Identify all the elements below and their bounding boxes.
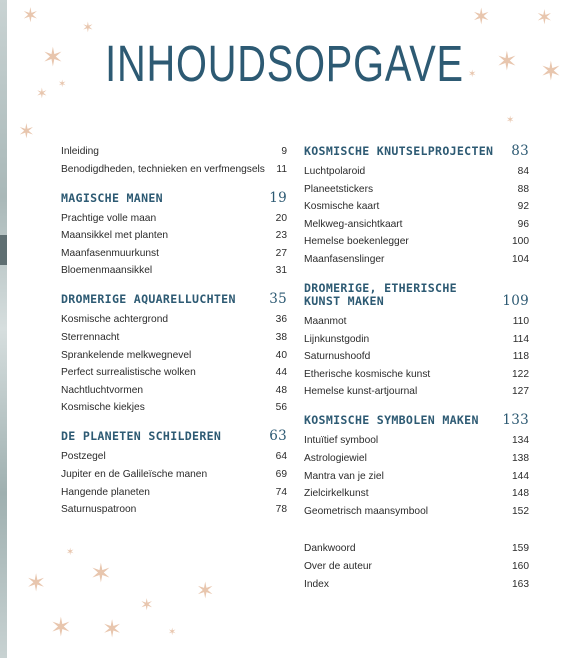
star-icon: ✶ — [36, 85, 48, 101]
toc-entry[interactable] — [304, 578, 529, 591]
entry-title: Zielcirkelkunst — [304, 488, 369, 500]
page-number: 152 — [512, 505, 529, 517]
entry-title: Melkweg-ansichtkaart — [304, 218, 403, 230]
entry-title: Over de auteur — [304, 560, 372, 572]
page-number: 88 — [517, 183, 529, 195]
toc-entry[interactable] — [304, 253, 529, 266]
toc-left-column — [61, 145, 287, 521]
page-edge-shadow — [0, 235, 7, 265]
entry-title: Nachtluchtvormen — [61, 384, 144, 396]
page-number: 31 — [275, 265, 287, 277]
entry-title: Postzegel — [61, 451, 106, 463]
star-icon: ✶ — [58, 79, 67, 90]
entry-title: Hemelse boekenlegger — [304, 236, 409, 248]
entry-title: Hangende planeten — [61, 486, 150, 498]
star-icon: ✶ — [82, 19, 94, 35]
page-number: 96 — [517, 218, 529, 230]
toc-entry[interactable] — [304, 487, 529, 500]
toc-entry[interactable] — [304, 434, 529, 447]
entry-title: Perfect surrealistische wolken — [61, 367, 196, 379]
section-title: MAGISCHE MANEN — [61, 190, 163, 205]
entry-title: Astrologiewiel — [304, 452, 367, 464]
toc-entry[interactable] — [61, 384, 287, 397]
toc-section-heading[interactable] — [61, 189, 287, 206]
entry-title: Kosmische kaart — [304, 201, 380, 213]
entry-title: Dankwoord — [304, 543, 356, 555]
page-number: 144 — [512, 470, 529, 482]
page-number: 163 — [512, 578, 529, 590]
page-number: 63 — [269, 428, 287, 445]
page-number: 64 — [275, 451, 287, 463]
toc-entry[interactable] — [61, 163, 287, 176]
page-number: 48 — [275, 384, 287, 396]
entry-title: Intuïtief symbool — [304, 435, 379, 447]
page-number: 35 — [269, 291, 287, 308]
entry-title: Maanfasenslinger — [304, 253, 385, 265]
entry-title: Lijnkunstgodin — [304, 333, 370, 345]
entry-title: Index — [304, 578, 329, 590]
page-number: 138 — [512, 452, 529, 464]
entry-title: Maanmot — [304, 315, 347, 327]
star-icon: ✶ — [22, 5, 39, 27]
entry-title: Sprankelende melkwegnevel — [61, 349, 192, 361]
toc-entry[interactable] — [61, 349, 287, 362]
toc-section-heading[interactable] — [61, 430, 287, 443]
star-icon: ✶ — [66, 547, 75, 558]
star-icon: ✶ — [540, 56, 562, 86]
star-icon: ✶ — [496, 46, 518, 76]
star-icon: ✶ — [472, 4, 491, 29]
page-number: 36 — [275, 314, 287, 326]
star-icon: ✶ — [536, 7, 553, 29]
page-number: 104 — [512, 253, 529, 265]
page-number: 122 — [512, 368, 529, 380]
page-number: 134 — [512, 435, 529, 447]
toc-entry[interactable] — [304, 218, 529, 231]
toc-entry[interactable] — [61, 331, 287, 344]
toc-entry[interactable] — [304, 385, 529, 398]
toc-entry[interactable] — [304, 315, 529, 328]
page-number: 44 — [275, 367, 287, 379]
toc-entry[interactable] — [304, 235, 529, 248]
page-number: 56 — [275, 402, 287, 414]
entry-title: Kosmische achtergrond — [61, 314, 169, 326]
toc-entry[interactable] — [61, 366, 287, 379]
section-title: DROMERIGE, ETHERISCHE KUNST MAKEN — [304, 280, 457, 308]
entry-title: Maansikkel met planten — [61, 230, 169, 242]
entry-title: Prachtige volle maan — [61, 212, 157, 224]
page-number: 9 — [281, 146, 287, 157]
page-title: INHOUDSOPGAVE — [105, 35, 464, 92]
page-number: 38 — [275, 331, 287, 343]
page-number: 110 — [512, 315, 529, 327]
page-number: 133 — [502, 412, 529, 429]
entry-title: Sterrennacht — [61, 331, 120, 343]
page-number: 69 — [275, 468, 287, 480]
page-number: 109 — [502, 292, 529, 309]
toc-entry[interactable] — [304, 542, 529, 555]
star-icon: ✶ — [506, 115, 515, 126]
entry-title: Bloemenmaansikkel — [61, 265, 153, 277]
star-icon: ✶ — [90, 558, 112, 588]
toc-entry[interactable] — [61, 264, 287, 277]
spacer — [304, 522, 529, 542]
page-number: 127 — [512, 386, 529, 398]
toc-entry[interactable] — [304, 560, 529, 573]
page-number: 27 — [275, 247, 287, 259]
toc-entry[interactable] — [61, 145, 287, 158]
toc-entry[interactable] — [304, 350, 529, 363]
toc-section-heading[interactable] — [304, 145, 529, 158]
entry-title: Benodigdheden, technieken en verfmengsels — [61, 163, 265, 175]
star-icon: ✶ — [50, 612, 72, 642]
entry-title: Mantra van je ziel — [304, 470, 384, 482]
page-number: 23 — [275, 230, 287, 242]
entry-title: Hemelse kunst-artjournal — [304, 386, 418, 398]
star-icon: ✶ — [140, 597, 154, 614]
entry-title: Kosmische kiekjes — [61, 402, 145, 414]
entry-title: Etherische kosmische kunst — [304, 368, 431, 380]
entry-title: Jupiter en de Galileïsche manen — [61, 468, 208, 480]
entry-title: Saturnushoofd — [304, 351, 371, 363]
toc-entry[interactable] — [61, 450, 287, 463]
toc-entry[interactable] — [61, 247, 287, 260]
star-icon: ✶ — [26, 570, 47, 597]
star-icon: ✶ — [102, 616, 123, 643]
page-number: 118 — [512, 351, 529, 363]
page-number: 92 — [517, 201, 529, 213]
page-edge — [0, 0, 7, 658]
page-number: 11 — [276, 163, 287, 175]
toc-entry[interactable] — [304, 165, 529, 178]
section-title: DROMERIGE AQUARELLUCHTEN — [61, 292, 236, 307]
entry-title: Maanfasenmuurkunst — [61, 247, 159, 259]
toc-entry[interactable] — [304, 505, 529, 518]
toc-entry[interactable] — [61, 503, 287, 516]
page-number: 160 — [512, 560, 529, 572]
toc-section-heading[interactable] — [304, 282, 529, 308]
entry-title: Luchtpolaroid — [304, 166, 366, 177]
star-icon: ✶ — [168, 627, 177, 638]
page-number: 74 — [275, 486, 287, 498]
page-number: 83 — [511, 143, 529, 159]
toc-entry[interactable] — [61, 401, 287, 414]
page-number: 78 — [275, 504, 287, 516]
toc-entry[interactable] — [61, 486, 287, 499]
toc-entry[interactable] — [304, 470, 529, 483]
section-title: KOSMISCHE SYMBOLEN MAKEN — [304, 413, 479, 428]
page-number: 84 — [517, 166, 529, 177]
star-icon: ✶ — [42, 42, 64, 72]
toc-entry[interactable] — [61, 468, 287, 481]
toc-section-heading[interactable] — [61, 293, 287, 306]
star-icon: ✶ — [468, 69, 477, 80]
page-number: 159 — [512, 543, 529, 555]
star-icon: ✶ — [18, 121, 35, 143]
toc-entry[interactable] — [304, 183, 529, 196]
toc-right-column — [304, 145, 529, 595]
toc-entry[interactable] — [61, 313, 287, 326]
page-number: 20 — [275, 212, 287, 224]
entry-title: Saturnuspatroon — [61, 504, 137, 516]
entry-title: Geometrisch maansymbool — [304, 505, 428, 517]
entry-title: Planeetstickers — [304, 183, 374, 195]
toc-entry[interactable] — [304, 333, 529, 346]
page-number: 19 — [269, 189, 287, 206]
star-icon: ✶ — [196, 578, 215, 603]
toc-entry[interactable] — [61, 229, 287, 242]
section-title: DE PLANETEN SCHILDEREN — [61, 429, 222, 444]
section-title: KOSMISCHE KNUTSELPROJECTEN — [304, 144, 494, 158]
toc-entry[interactable] — [304, 452, 529, 465]
page-number: 114 — [512, 333, 529, 345]
toc-entry[interactable] — [304, 368, 529, 381]
toc-section-heading[interactable] — [304, 414, 529, 427]
toc-entry[interactable] — [304, 200, 529, 213]
page-number: 40 — [275, 349, 287, 361]
toc-entry[interactable] — [61, 212, 287, 225]
page-number: 100 — [512, 236, 529, 248]
entry-title: Inleiding — [61, 146, 99, 157]
page-number: 148 — [512, 488, 529, 500]
